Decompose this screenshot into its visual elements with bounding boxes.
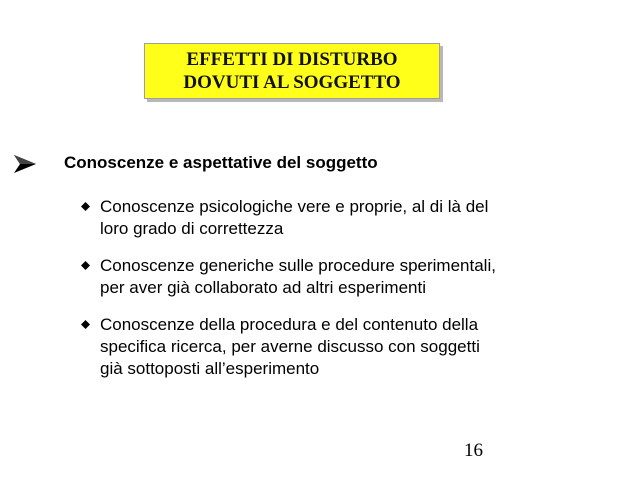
sub-bullet-list [80,196,600,395]
diamond-bullet-icon [81,202,90,211]
main-bullet [12,152,378,175]
sub-bullet-item [80,255,600,299]
sub-bullet-line: loro grado di correttezza [100,219,284,238]
sub-bullet-item [80,314,600,380]
page-number: 16 [464,440,483,461]
arrow-bullet-icon [12,153,38,175]
slide-title-box [144,43,440,99]
title-line-2: DOVUTI AL SOGGETTO [183,72,401,93]
sub-bullet-line: già sottoposti all’esperimento [100,359,320,378]
sub-bullet-line: specifica ricerca, per averne discusso con soggetti [100,337,480,356]
sub-bullet-line: Conoscenze psicologiche vere e proprie, al di là del [100,197,489,216]
diamond-bullet-icon [81,261,90,270]
sub-bullet-line: Conoscenze generiche sulle procedure sperimentali, [100,256,496,275]
main-bullet-text: Conoscenze e aspettative del soggetto [64,153,378,172]
sub-bullet-line: Conoscenze della procedura e del contenuto della [100,315,479,334]
sub-bullet-item [80,196,600,240]
sub-bullet-line: per aver già collaborato ad altri esperimenti [100,278,427,297]
diamond-bullet-icon [81,320,90,329]
title-line-1: EFFETTI DI DISTURBO [186,49,398,70]
